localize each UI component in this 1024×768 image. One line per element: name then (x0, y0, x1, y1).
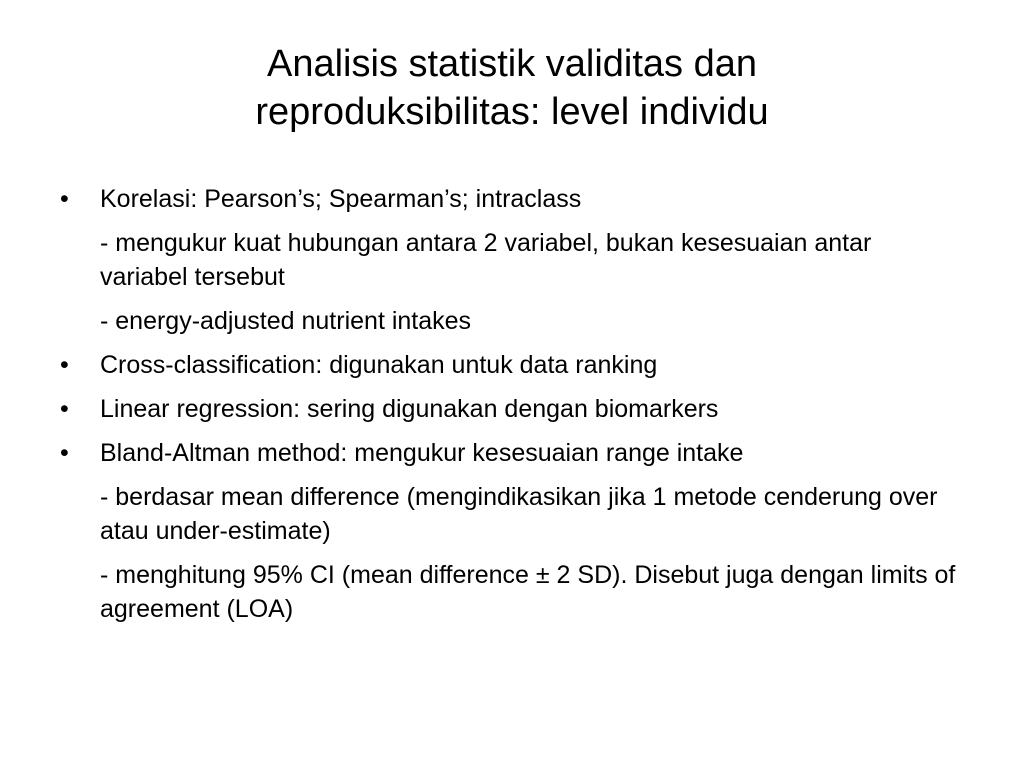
bullet-text: Korelasi: Pearson’s; Spearman’s; intraclass (100, 185, 582, 213)
sub-item-confidence-interval (56, 558, 956, 626)
bullet-item-korelasi (56, 182, 956, 216)
sub-item-mean-difference (56, 480, 956, 548)
sub-text: - mengukur kuat hubungan antara 2 variabel, bukan kesesuaian antar variabel tersebut (100, 229, 872, 291)
bullet-item-bland-altman (56, 436, 956, 470)
bullet-icon: • (60, 395, 69, 423)
bullet-icon: • (60, 351, 69, 379)
slide-content (56, 182, 956, 636)
bullet-icon: • (60, 439, 69, 467)
sub-text: - berdasar mean difference (mengindikasikan jika 1 metode cenderung over atau under-estimate) (100, 483, 938, 545)
bullet-icon: • (60, 185, 69, 213)
bullet-text: Bland-Altman method: mengukur kesesuaian range intake (100, 439, 744, 467)
bullet-item-cross-classification (56, 348, 956, 382)
sub-item-energy-adjusted (56, 304, 956, 338)
sub-text: - energy-adjusted nutrient intakes (100, 307, 472, 335)
slide-title-line-1: Analisis statistik validitas dan (267, 43, 757, 85)
slide-title-line-2: reproduksibilitas: level individu (255, 91, 769, 133)
sub-text: - menghitung 95% CI (mean difference ± 2 SD). Disebut juga dengan limits of agreement (LOA) (100, 561, 956, 623)
sub-item-korelasi-desc (56, 226, 956, 294)
bullet-text: Cross-classification: digunakan untuk data ranking (100, 351, 658, 379)
bullet-item-linear-regression (56, 392, 956, 426)
slide-title (60, 40, 964, 136)
bullet-text: Linear regression: sering digunakan dengan biomarkers (100, 395, 719, 423)
